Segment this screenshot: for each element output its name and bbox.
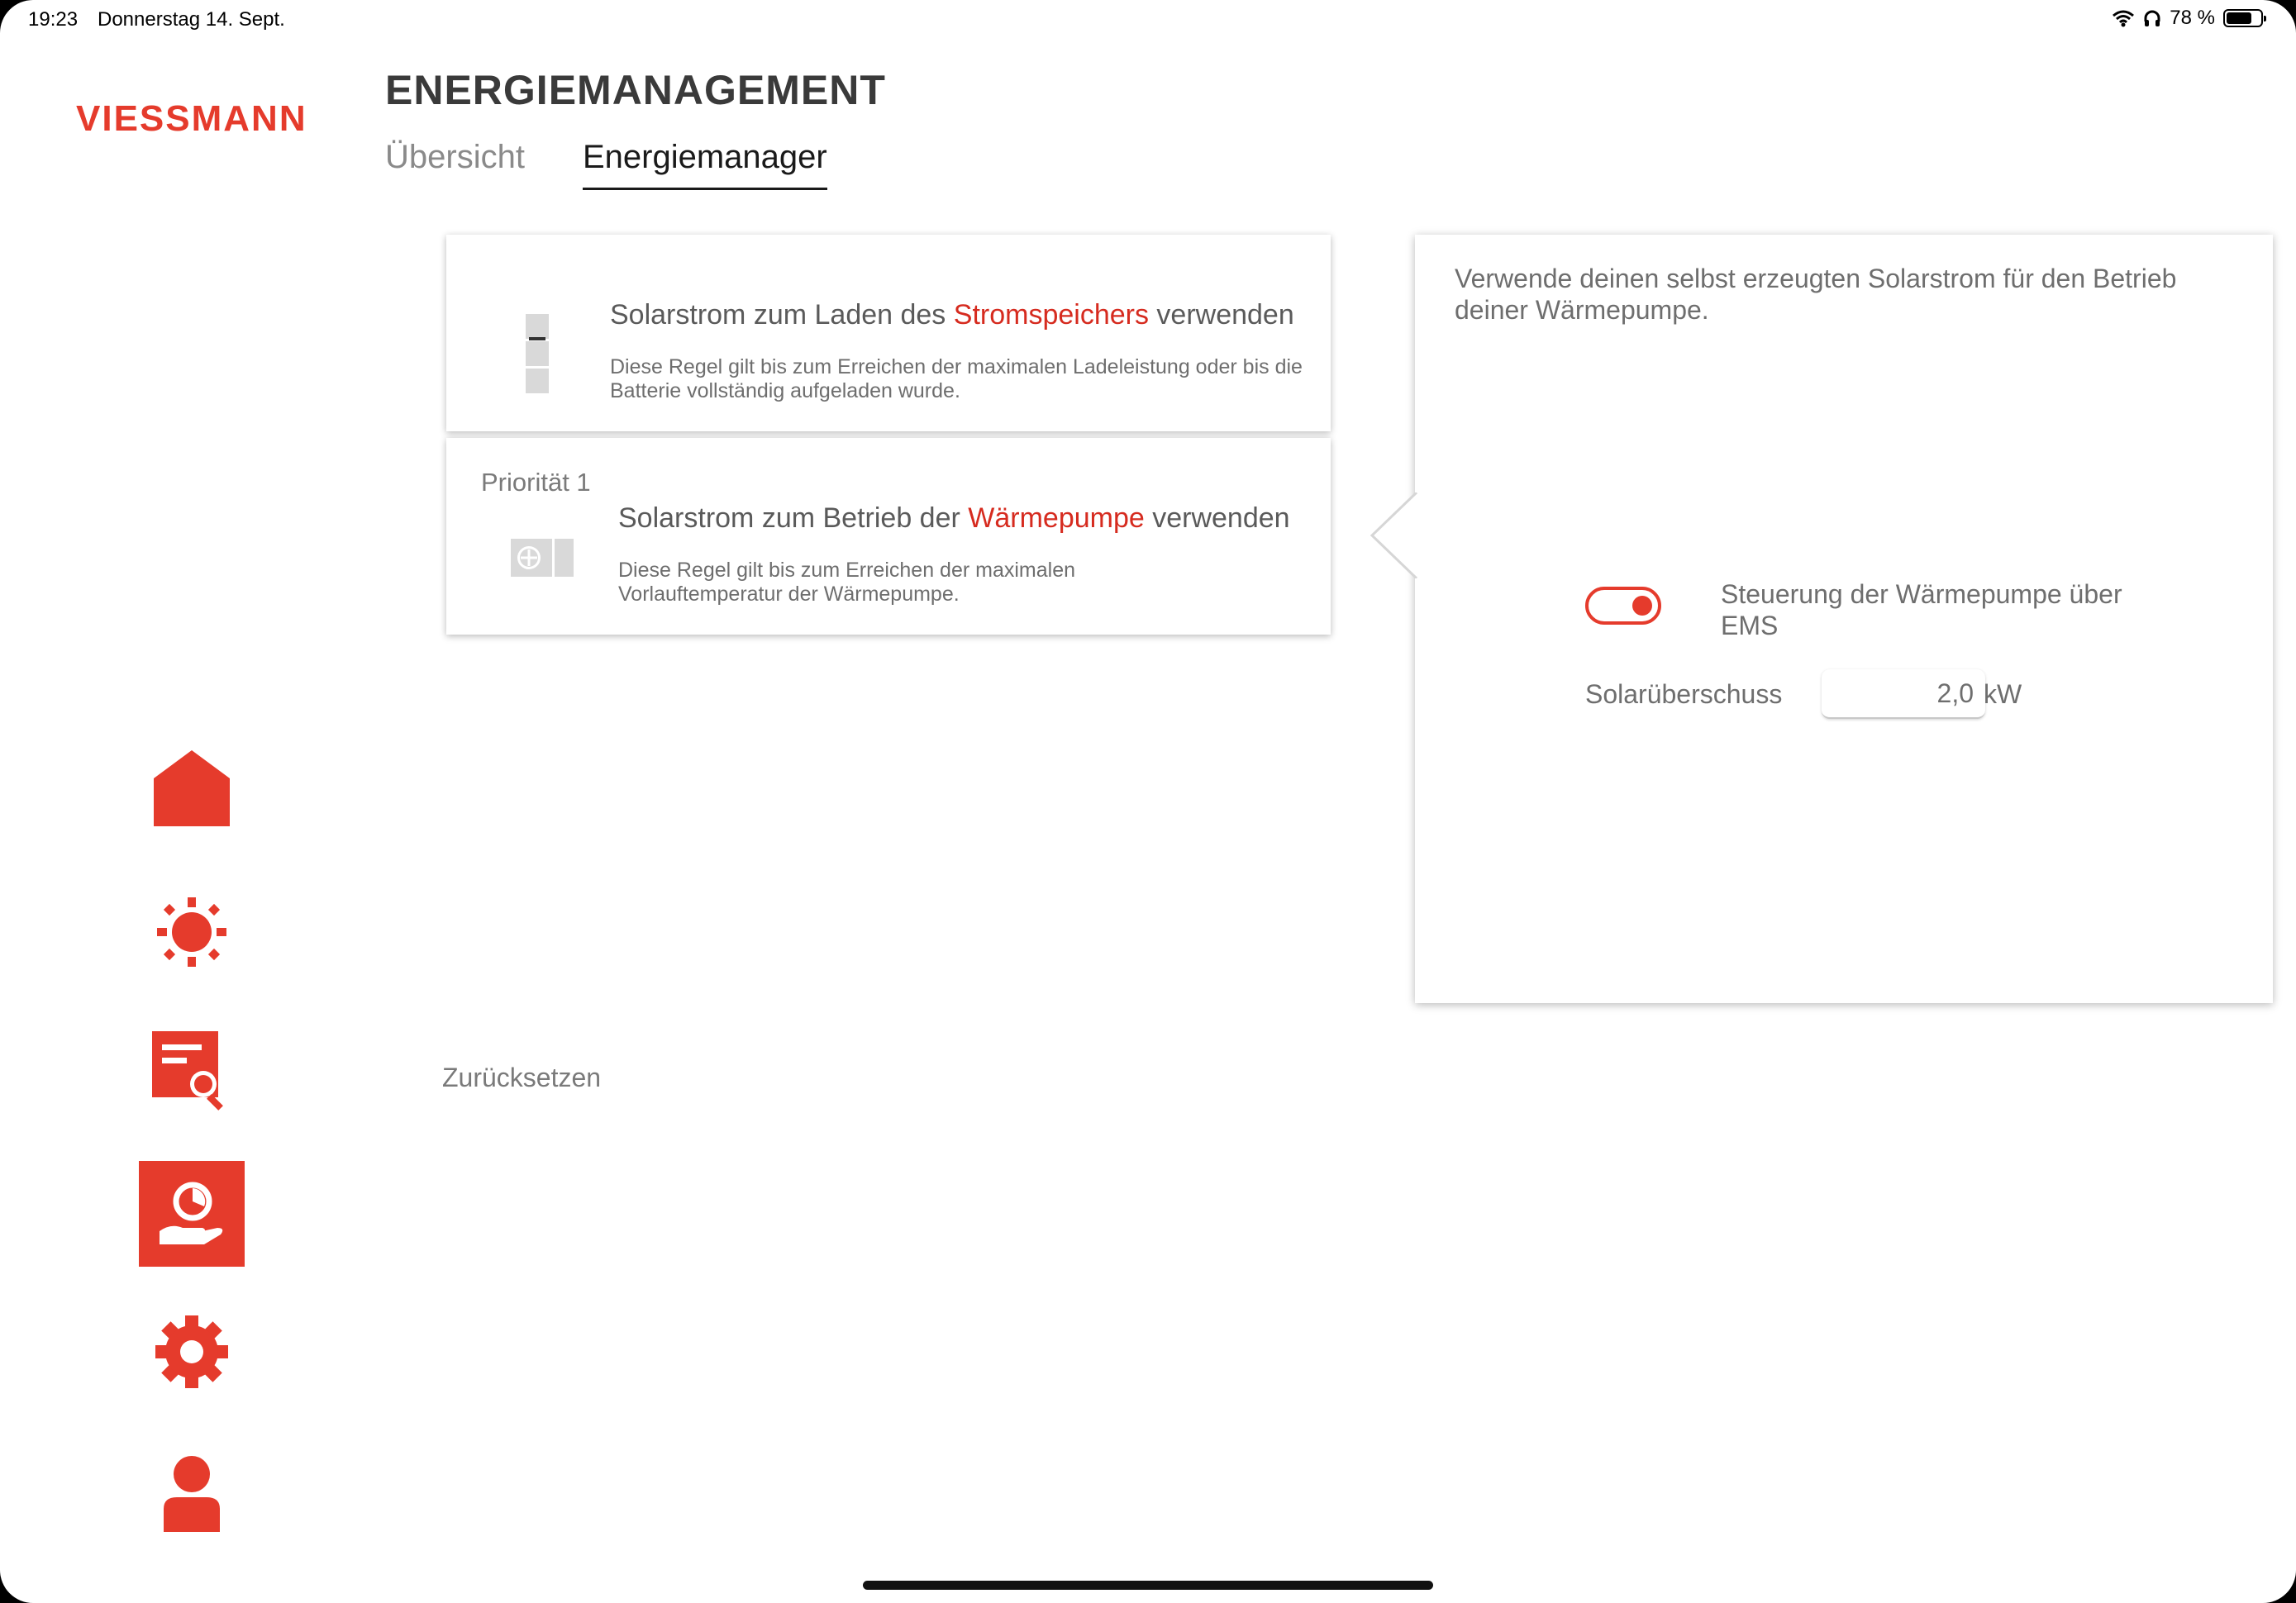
rule-title-pre: Solarstrom zum Betrieb der: [618, 502, 969, 534]
status-time: 19:23: [28, 8, 79, 31]
battery-icon: [2223, 9, 2263, 27]
toggle-knob: [1632, 596, 1652, 616]
rule-card-battery[interactable]: [446, 235, 1331, 431]
rule-title: [610, 299, 1294, 331]
tab-energiemanager[interactable]: Energiemanager: [583, 139, 827, 190]
nav-home[interactable]: [139, 735, 245, 841]
rule-detail-panel: [1415, 235, 2273, 1003]
ems-control-toggle[interactable]: [1585, 587, 1661, 625]
user-icon: [152, 1454, 231, 1534]
sun-icon: [152, 892, 231, 972]
nav-solar[interactable]: [139, 879, 245, 985]
battery-percent: 78 %: [2170, 7, 2215, 29]
detail-description: Verwende deinen selbst erzeugten Solarstrom für den Betrieb deiner Wärmepumpe.: [1455, 264, 2177, 325]
home-icon: [152, 749, 231, 828]
nav-energy-manager[interactable]: [139, 1161, 245, 1267]
gear-icon: [152, 1312, 231, 1391]
rule-card-heatpump[interactable]: [446, 438, 1331, 635]
rule-title: [618, 502, 1290, 535]
priority-label: Priorität 1: [481, 468, 591, 497]
solar-surplus-input[interactable]: [1822, 669, 1985, 719]
reset-button[interactable]: Zurücksetzen: [442, 1063, 602, 1092]
status-icons: [2112, 7, 2263, 30]
rule-description: Diese Regel gilt bis zum Erreichen der maximalen Vorlauftemperatur der Wärmepumpe.: [618, 559, 1076, 606]
report-search-icon: [150, 1030, 233, 1112]
rule-title-highlight: Wärmepumpe: [968, 502, 1145, 534]
tab-bar: [385, 139, 827, 190]
solar-surplus-label: Solarüberschuss: [1585, 679, 1783, 709]
headphones-icon: [2143, 9, 2161, 27]
solar-surplus-unit: kW: [1984, 679, 2022, 709]
viessmann-logo: [76, 91, 311, 149]
rule-title-post: verwenden: [1148, 299, 1294, 331]
battery-storage-icon: [526, 314, 549, 393]
home-indicator[interactable]: [863, 1581, 1433, 1590]
rule-title-post: verwenden: [1144, 502, 1290, 534]
energy-hand-icon: [155, 1177, 229, 1251]
detail-pointer: [1369, 492, 1418, 578]
page-title: ENERGIEMANAGEMENT: [385, 67, 886, 113]
nav-settings[interactable]: [139, 1299, 245, 1405]
rule-description: Diese Regel gilt bis zum Erreichen der maximalen Ladeleistung oder bis die Batterie vollständig aufgeladen wurde.: [610, 355, 1303, 402]
battery-fill: [2227, 12, 2251, 24]
status-date: Donnerstag 14. Sept.: [98, 8, 285, 31]
svg-text:VIESSMANN: VIESSMANN: [76, 98, 307, 139]
ems-control-label: Steuerung der Wärmepumpe über EMS: [1721, 579, 2122, 640]
nav-profile[interactable]: [139, 1441, 245, 1547]
heat-pump-icon: [511, 539, 574, 577]
rule-title-highlight: Stromspeichers: [953, 299, 1149, 331]
wifi-icon: [2112, 9, 2135, 27]
rule-title-pre: Solarstrom zum Laden des: [610, 299, 954, 331]
tab-uebersicht[interactable]: Übersicht: [385, 139, 525, 175]
nav-reports[interactable]: [139, 1018, 245, 1124]
